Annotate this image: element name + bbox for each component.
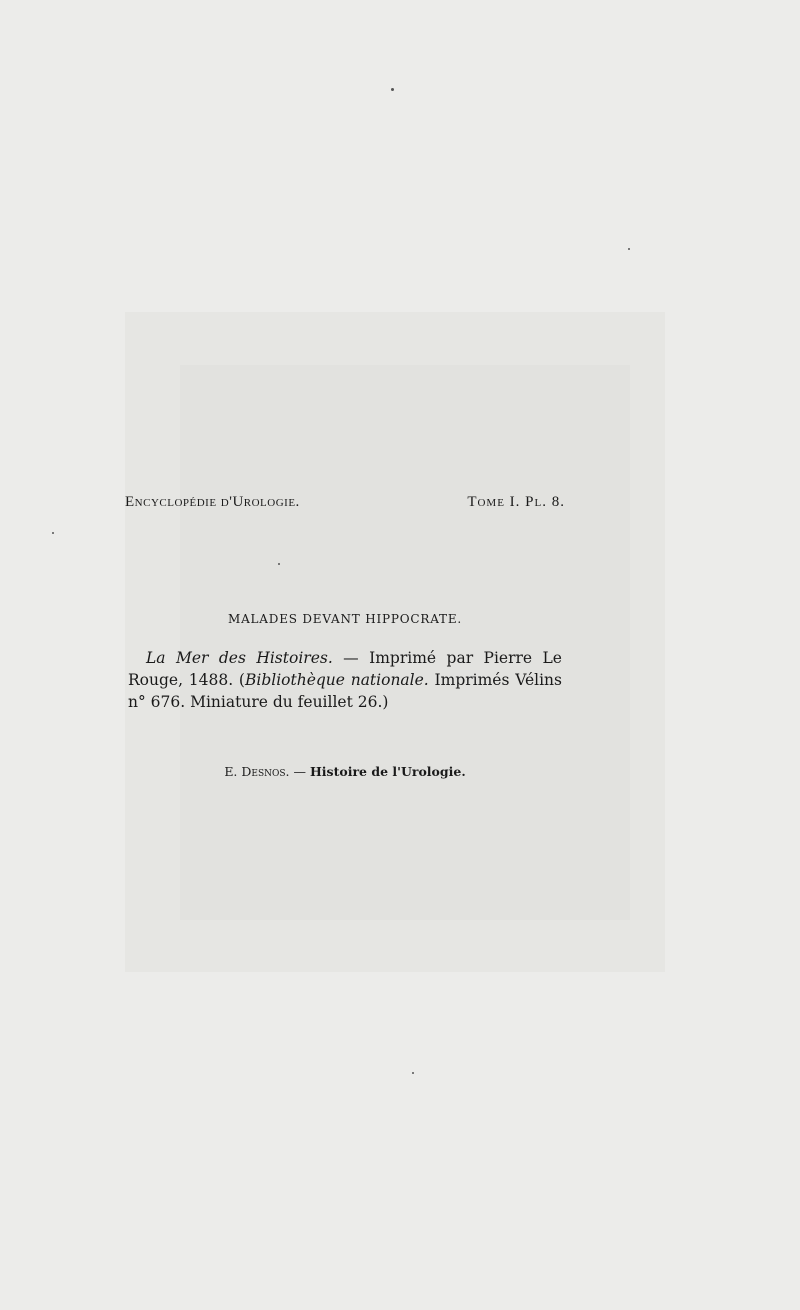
caption-text-part-1: — Imprimé par Pierre Le Rouge, 1488. ( (128, 649, 562, 689)
plate-caption (128, 647, 562, 713)
credit-author: E. Desnos. (224, 764, 290, 779)
caption-work-title: La Mer des Histoires. (146, 649, 333, 667)
paper-speck (391, 88, 394, 91)
plate-credit (200, 764, 490, 779)
paper-speck (412, 1072, 414, 1074)
caption-source: Bibliothèque nationale. (244, 671, 429, 689)
caption-text-part-2: Imprimés Vélins n° 676. Miniature du feuillet 26.) (128, 671, 562, 711)
paper-speck (52, 532, 54, 534)
credit-separator: — (289, 764, 310, 779)
plate-title: MALADES DEVANT HIPPOCRATE. (227, 612, 463, 626)
paper-speck (628, 248, 630, 250)
paper-speck (278, 563, 280, 565)
plate-impression-inner (180, 365, 630, 920)
running-header-plate-number: Tome I. Pl. 8. (467, 494, 565, 510)
running-header-title: Encyclopédie d'Urologie. (125, 494, 300, 510)
credit-book-title: Histoire de l'Urologie. (310, 764, 466, 779)
